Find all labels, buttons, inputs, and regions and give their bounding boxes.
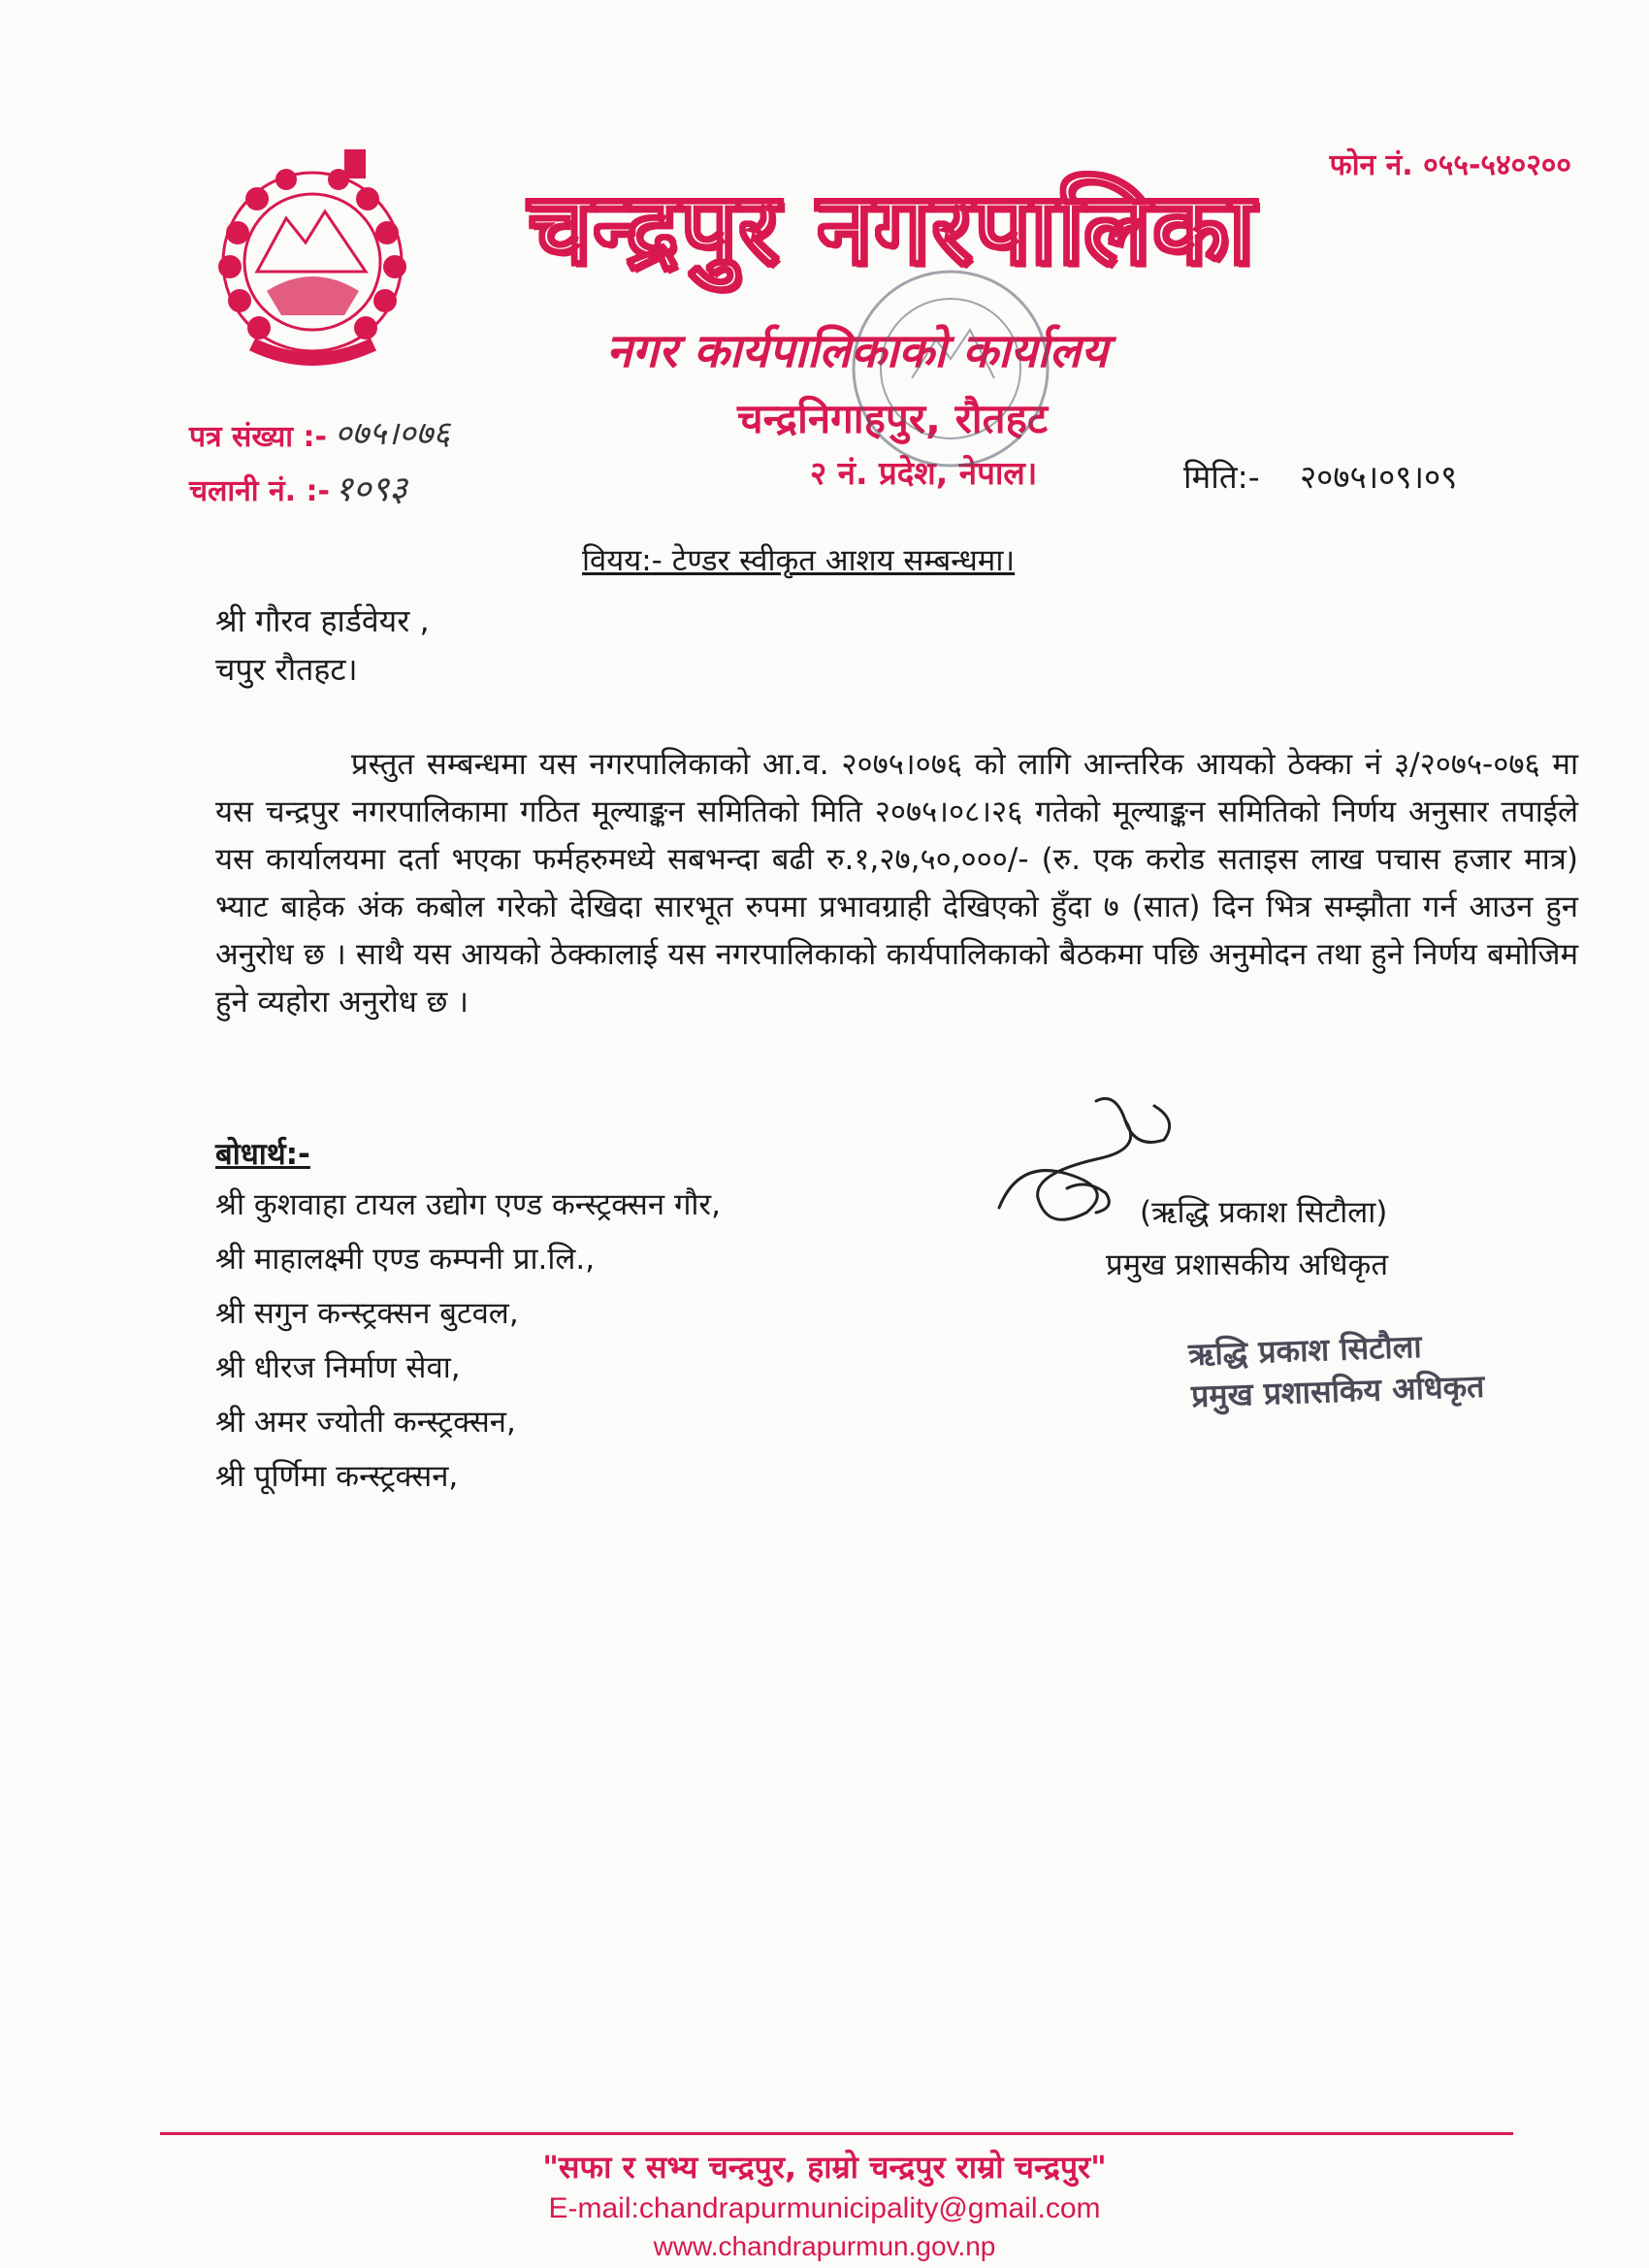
letter-subject: वियय:- टेण्डर स्वीकृत आशय सम्बन्धमा। [582,543,1016,578]
dispatch-number-value: १०९३ [335,470,407,509]
cc-item: श्री माहालक्ष्मी एण्ड कम्पनी प्रा.लि., [215,1242,596,1277]
nepal-emblem-icon [199,146,427,378]
recipient-address: चपुर रौतहट। [215,651,358,688]
date-value: २०७५।०९।०९ [1300,458,1458,496]
signatory-title: प्रमुख प्रशासकीय अधिकृत [1106,1247,1389,1282]
cc-heading: बोधार्थ:- [215,1137,310,1172]
stamp-name: ऋद्धि प्रकाश सिटौला [1187,1327,1423,1374]
dispatch-number-label: चलानी नं. :- [189,474,330,508]
cc-item: श्री कुशवाहा टायल उद्योग एण्ड कन्स्ट्रक्सन गौर, [215,1187,721,1222]
date-label: मिति:- [1183,458,1260,496]
footer-divider [160,2132,1513,2135]
letter-body: प्रस्तुत सम्बन्धमा यस नगरपालिकाको आ.व. २०७५।०७६ को लागि आन्तरिक आयको ठेक्का नं ३/२०७५-०७६ मा यस चन्द्रपुर नगरपालिकामा गठित मूल्याङ्कन समितिको मिति २०७५।०८।२६ गतेको मूल्याङ्कन समितिको निर्णय अनुसार तपाईले यस कार्यालयमा दर्ता भएका फर्महरुमध्ये सबभन्दा बढी रु.१,२७,५०,०००/- (रु. एक करोड सताइस लाख पचास हजार मात्र) भ्याट बाहेक अंक कबोल गरेको देखिदा सारभूत रुपमा प्रभावग्राही देखिएको हुँदा ७ (सात) दिन भित्र सम्झौता गर्न आउन हुन अनुरोध छ । साथै यस आयको ठेक्कालाई यस नगरपालिकाको कार्यपालिकाको बैठकमा पछि अनुमोदन तथा हुने निर्णय बमोजिम हुने व्यहोरा अनुरोध छ । [215,747,1578,1020]
signatory-name: (ऋद्धि प्रकाश सिटौला) [1140,1195,1388,1230]
cc-item: श्री पूर्णिमा कन्स्ट्रक्सन, [215,1459,459,1494]
office-address: चन्द्रनिगाहपुर, रौतहट [737,395,1049,442]
footer-email: E-mail:chandrapurmunicipality@gmail.com [548,2192,1101,2224]
cc-item: श्री धीरज निर्माण सेवा, [215,1350,461,1385]
cc-item: श्री अमर ज्योती कन्स्ट्रक्सन, [215,1405,516,1440]
reference-number-value: ०७५।०७६ [335,414,450,453]
office-province: २ नं. प्रदेश, नेपाल। [810,454,1038,492]
office-name: नगर कार्यपालिकाको कार्यालय [606,324,1109,378]
recipient-name: श्री गौरव हार्डवेयर , [215,602,430,639]
stamp-title: प्रमुख प्रशासकिय अधिकृत [1190,1367,1485,1415]
footer-website: www.chandrapurmun.gov.np [653,2231,996,2261]
reference-number-label: पत्र संख्या :- [189,420,327,454]
cc-item: श्री सगुन कन्स्ट्रक्सन बुटवल, [215,1296,519,1331]
municipality-name: चन्द्रपुर नगरपालिका [529,172,1257,287]
footer-slogan: "सफा र सभ्य चन्द्रपुर, हाम्रो चन्द्रपुर राम्रो चन्द्रपुर" [542,2149,1107,2186]
office-seal-icon [844,262,1057,475]
phone-number: फोन नं. ०५५-५४०२०० [1329,148,1571,182]
